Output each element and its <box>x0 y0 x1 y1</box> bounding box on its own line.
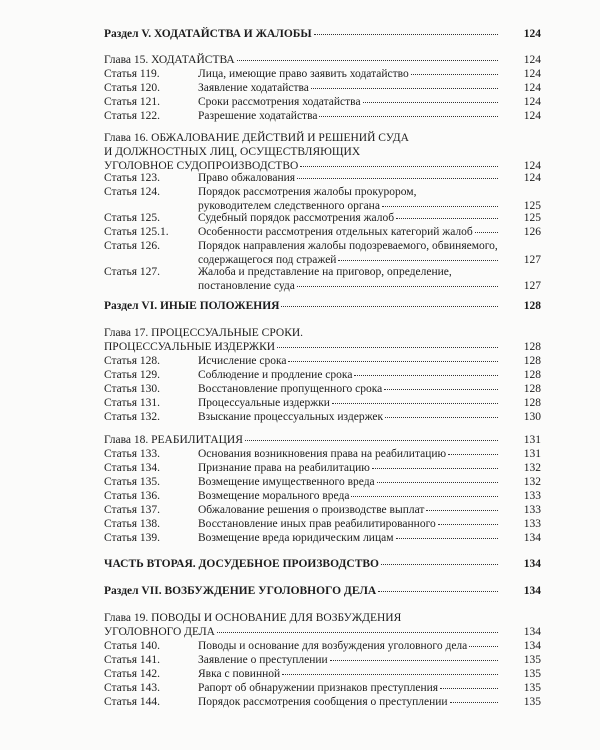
toc-article-entry[interactable] <box>104 639 541 653</box>
dot-leader <box>237 58 498 61</box>
dot-leader <box>363 100 498 103</box>
article-title: Судебный порядок рассмотрения жалоб <box>198 212 395 224</box>
dot-leader <box>426 508 498 511</box>
article-title: Порядок рассмотрения сообщения о преступлении <box>198 696 448 708</box>
toc-article-entry[interactable] <box>104 475 541 489</box>
page-number: 133 <box>523 518 541 530</box>
article-title: Возмещение имущественного вреда <box>198 476 375 488</box>
dot-leader <box>338 258 498 261</box>
article-number: Статья 138. <box>104 518 161 530</box>
toc-article-entry[interactable] <box>104 354 541 368</box>
article-number: Статья 143. <box>104 682 161 694</box>
article-title: Порядок рассмотрения жалобы прокурором, <box>198 186 417 198</box>
dot-leader <box>378 589 498 592</box>
toc-article-entry[interactable] <box>104 81 541 95</box>
page-number: 124 <box>523 68 541 80</box>
article-number: Статья 140. <box>104 640 161 652</box>
toc-article-entry[interactable] <box>104 109 541 123</box>
toc-article-entry[interactable] <box>104 503 541 517</box>
page-number: 133 <box>523 504 541 516</box>
article-title: Лица, имеющие право заявить ходатайство <box>198 68 409 80</box>
article-title: Взыскание процессуальных издержек <box>198 411 384 423</box>
article-number: Статья 128. <box>104 355 161 367</box>
dot-leader <box>381 562 498 565</box>
toc-article-entry[interactable] <box>104 368 541 382</box>
article-number: Статья 131. <box>104 397 161 409</box>
article-number: Статья 120. <box>104 82 161 94</box>
page-number: 135 <box>523 668 541 680</box>
toc-article-entry[interactable] <box>104 95 541 109</box>
article-title-continuation: постановление суда <box>198 280 295 292</box>
toc-article-entry[interactable] <box>104 695 541 709</box>
toc-section-entry[interactable] <box>104 584 541 598</box>
page-number: 127 <box>523 254 541 266</box>
section-title: Раздел V. ХОДАТАЙСТВА И ЖАЛОБЫ <box>104 28 312 40</box>
toc-article-entry[interactable] <box>104 171 541 185</box>
article-title: Возмещение вреда юридическим лицам <box>198 532 394 544</box>
dot-leader <box>469 644 498 647</box>
toc-chapter-entry[interactable] <box>104 433 541 447</box>
page-number: 128 <box>523 383 541 395</box>
article-title: Признание права на реабилитацию <box>198 462 370 474</box>
page-number: 128 <box>523 369 541 381</box>
article-number: Статья 121. <box>104 96 161 108</box>
dot-leader <box>351 494 498 497</box>
dot-leader <box>377 480 498 483</box>
article-number: Статья 124. <box>104 186 161 198</box>
toc-article-entry[interactable] <box>104 396 541 410</box>
page-number: 125 <box>523 212 541 224</box>
dot-leader <box>277 345 498 348</box>
article-title: Право обжалования <box>198 172 296 184</box>
article-title: Явка с повинной <box>198 668 281 680</box>
chapter-title-line: Глава 16. ОБЖАЛОВАНИЕ ДЕЙСТВИЙ И РЕШЕНИЙ СУДА <box>104 132 409 144</box>
toc-article-entry[interactable] <box>104 185 541 213</box>
toc-article-entry[interactable] <box>104 265 541 293</box>
page-number: 135 <box>523 654 541 666</box>
article-title: Восстановление иных прав реабилитированного <box>198 518 436 530</box>
page-number: 135 <box>523 696 541 708</box>
toc-chapter-entry[interactable] <box>104 53 541 67</box>
dot-leader <box>297 176 498 179</box>
page-number: 128 <box>523 355 541 367</box>
dot-leader <box>297 284 498 287</box>
article-title: Порядок направления жалобы подозреваемого, обвиняемого, <box>198 240 498 252</box>
article-number: Статья 130. <box>104 383 161 395</box>
article-number: Статья 142. <box>104 668 161 680</box>
dot-leader <box>354 373 498 376</box>
article-title-continuation: руководителем следственного органа <box>198 200 380 212</box>
dot-leader <box>300 164 498 167</box>
dot-leader <box>245 438 498 441</box>
dot-leader <box>438 522 498 525</box>
page-number: 131 <box>523 434 541 446</box>
article-title: Рапорт об обнаружении признаков преступления <box>198 682 439 694</box>
page-number: 134 <box>523 558 541 570</box>
toc-article-entry[interactable] <box>104 531 541 545</box>
chapter-title-line: Глава 19. ПОВОДЫ И ОСНОВАНИЕ ДЛЯ ВОЗБУЖДЕНИЯ <box>104 612 402 624</box>
article-number: Статья 127. <box>104 266 161 278</box>
section-title: Раздел VI. ИНЫЕ ПОЛОЖЕНИЯ <box>104 300 280 312</box>
article-title: Разрешение ходатайства <box>198 110 318 122</box>
page-number: 132 <box>523 476 541 488</box>
page-number: 124 <box>523 172 541 184</box>
page-number: 124 <box>523 54 541 66</box>
article-title: Поводы и основание для возбуждения уголовного дела <box>198 640 468 652</box>
dot-leader <box>217 630 498 633</box>
toc-chapter-entry[interactable] <box>104 611 541 639</box>
chapter-title-line: ПРОЦЕССУАЛЬНЫЕ ИЗДЕРЖКИ <box>104 341 276 353</box>
toc-section-entry[interactable] <box>104 27 541 41</box>
article-title: Основания возникновения права на реабилитацию <box>198 448 447 460</box>
dot-leader <box>314 32 498 35</box>
toc-article-entry[interactable] <box>104 382 541 396</box>
dot-leader <box>332 401 498 404</box>
chapter-title-line: Глава 18. РЕАБИЛИТАЦИЯ <box>104 434 243 446</box>
page-number: 134 <box>523 640 541 652</box>
dot-leader <box>330 658 498 661</box>
article-number: Статья 135. <box>104 476 161 488</box>
page-number: 127 <box>523 280 541 292</box>
chapter-title-line: УГОЛОВНОГО ДЕЛА <box>104 626 215 638</box>
page-number: 128 <box>523 397 541 409</box>
dot-leader <box>311 86 498 89</box>
dot-leader <box>411 72 498 75</box>
toc-article-entry[interactable] <box>104 653 541 667</box>
page-number: 128 <box>523 300 541 312</box>
page-number: 134 <box>523 626 541 638</box>
page-number: 135 <box>523 682 541 694</box>
toc-article-entry[interactable] <box>104 225 541 239</box>
article-number: Статья 136. <box>104 490 161 502</box>
article-number: Статья 141. <box>104 654 161 666</box>
page-number: 133 <box>523 490 541 502</box>
toc-article-entry[interactable] <box>104 489 541 503</box>
article-number: Статья 139. <box>104 532 161 544</box>
article-number: Статья 123. <box>104 172 161 184</box>
page-number: 124 <box>523 82 541 94</box>
chapter-title-line: Глава 15. ХОДАТАЙСТВА <box>104 54 235 66</box>
toc-article-entry[interactable] <box>104 517 541 531</box>
toc-article-entry[interactable] <box>104 239 541 267</box>
section-title: Раздел VII. ВОЗБУЖДЕНИЕ УГОЛОВНОГО ДЕЛА <box>104 585 377 597</box>
dot-leader <box>385 415 498 418</box>
page-number: 128 <box>523 341 541 353</box>
toc-article-entry[interactable] <box>104 681 541 695</box>
article-number: Статья 122. <box>104 110 161 122</box>
article-number: Статья 134. <box>104 462 161 474</box>
toc-section-entry[interactable] <box>104 299 541 313</box>
article-title: Заявление ходатайства <box>198 82 309 94</box>
dot-leader <box>475 230 498 233</box>
section-title: ЧАСТЬ ВТОРАЯ. ДОСУДЕБНОЕ ПРОИЗВОДСТВО <box>104 558 379 570</box>
dot-leader <box>319 114 498 117</box>
dot-leader <box>396 536 499 539</box>
chapter-title-line: Глава 17. ПРОЦЕССУАЛЬНЫЕ СРОКИ. <box>104 327 304 339</box>
dot-leader <box>450 700 498 703</box>
page-number: 125 <box>523 200 541 212</box>
article-title: Обжалование решения о производстве выплат <box>198 504 425 516</box>
article-title: Заявление о преступлении <box>198 654 328 666</box>
article-number: Статья 125.1. <box>104 226 169 238</box>
page-number: 124 <box>523 110 541 122</box>
article-title: Жалоба и представление на приговор, определение, <box>198 266 452 278</box>
page-number: 134 <box>523 585 541 597</box>
article-number: Статья 137. <box>104 504 161 516</box>
dot-leader <box>440 686 498 689</box>
page-number: 126 <box>523 226 541 238</box>
toc-article-entry[interactable] <box>104 67 541 81</box>
toc-article-entry[interactable] <box>104 447 541 461</box>
dot-leader <box>448 452 498 455</box>
chapter-title-line: И ДОЛЖНОСТНЫХ ЛИЦ, ОСУЩЕСТВЛЯЮЩИХ <box>104 146 361 158</box>
toc-article-entry[interactable] <box>104 461 541 475</box>
article-title: Исчисление срока <box>198 355 287 367</box>
article-title: Возмещение морального вреда <box>198 490 350 502</box>
article-number: Статья 125. <box>104 212 161 224</box>
page-number: 124 <box>523 96 541 108</box>
article-title: Сроки рассмотрения ходатайства <box>198 96 361 108</box>
article-number: Статья 132. <box>104 411 161 423</box>
article-title: Процессуальные издержки <box>198 397 330 409</box>
article-number: Статья 119. <box>104 68 160 80</box>
page-number: 130 <box>523 411 541 423</box>
article-number: Статья 126. <box>104 240 161 252</box>
dot-leader <box>282 672 498 675</box>
toc-chapter-entry[interactable] <box>104 131 541 173</box>
article-title: Восстановление пропущенного срока <box>198 383 383 395</box>
toc-article-entry[interactable] <box>104 667 541 681</box>
chapter-title-line: УГОЛОВНОЕ СУДОПРОИЗВОДСТВО <box>104 160 299 172</box>
article-number: Статья 144. <box>104 696 161 708</box>
article-number: Статья 129. <box>104 369 161 381</box>
page-number: 134 <box>523 532 541 544</box>
toc-article-entry[interactable] <box>104 410 541 424</box>
page-number: 132 <box>523 462 541 474</box>
article-title: Соблюдение и продление срока <box>198 369 353 381</box>
article-title-continuation: содержащегося под стражей <box>198 254 337 266</box>
dot-leader <box>384 387 498 390</box>
dot-leader <box>372 466 498 469</box>
toc-section-entry[interactable] <box>104 557 541 571</box>
dot-leader <box>288 359 498 362</box>
article-number: Статья 133. <box>104 448 161 460</box>
dot-leader <box>382 204 498 207</box>
page-number: 131 <box>523 448 541 460</box>
dot-leader <box>281 304 498 307</box>
dot-leader <box>396 216 498 219</box>
article-title: Особенности рассмотрения отдельных категорий жалоб <box>198 226 473 238</box>
page-number: 124 <box>523 28 541 40</box>
toc-article-entry[interactable] <box>104 211 541 225</box>
page-number: 124 <box>523 160 541 172</box>
toc-chapter-entry[interactable] <box>104 326 541 354</box>
